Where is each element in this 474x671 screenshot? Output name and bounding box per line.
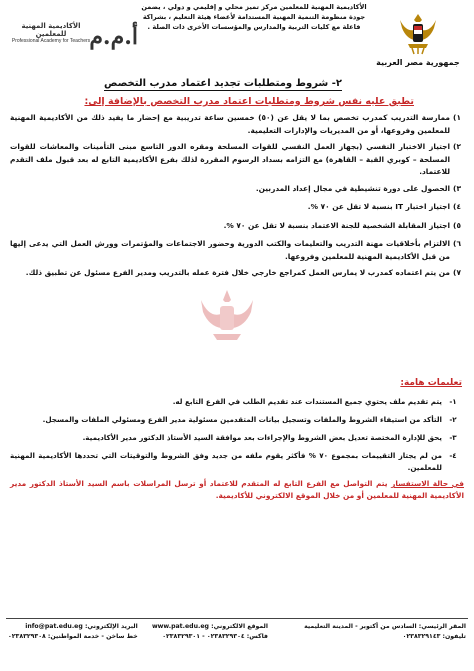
academy-intro xyxy=(138,2,370,32)
list-item: ٧) من يتم اعتماده كمدرب لا يمارس العمل كمراجع خارجي خلال فترة عمله بالتدريب ومدير الفرع مسئول عن تطبيق ذلك. xyxy=(25,268,461,277)
eagle-emblem-icon xyxy=(396,10,440,56)
section-title: ٢- شروط ومتطلبات تجديد اعتماد مدرب التخصص xyxy=(104,78,342,89)
list-item: ٢- التأكد من استيفاء الشروط والملفات وتسجيل بيانات المتقدمين مسئولية مدير الفرع ومسئولي الملفات والمسجل. xyxy=(42,415,457,424)
letterhead xyxy=(0,0,474,74)
list-item: ٦) الالتزام بأخلاقيات مهنة التدريب والتعليمات والكتب الدورية وحضور الاجتماعات والمؤتمرات وورش العمل التي يدعى إليها من قبل الأكاديمية المهنية للمعلمين وفروعها. xyxy=(10,239,461,261)
intro-line: الأكاديمية المهنية للمعلمين مركز تميز محلي و إقليمي و دولي ، يضمن xyxy=(141,3,367,11)
footer-email[interactable]: البريد الإلكتروني: info@pat.edu.eg xyxy=(25,623,138,630)
list-item: ٥) اجتياز المقابلة الشخصية للجنة الاعتماد بنسبة لا تقل عن ٧٠ %. xyxy=(223,220,461,230)
inquiry-label: في حالة الاستفسار xyxy=(391,479,464,488)
academy-logo xyxy=(6,14,138,62)
notes-heading: تعليمات هامة: xyxy=(400,378,462,388)
footer xyxy=(6,618,468,659)
requirements-heading: تطبق عليه نفس شروط ومتطلبات اعتماد مدرب التخصص بالإضافة إلى: xyxy=(84,96,414,107)
list-item: ٤) اجتياز اختبار IT بنسبة لا تقل عن ٧٠ %. xyxy=(307,202,461,211)
list-item: ٣- يحق للإدارة المختصة تعديل بعض الشروط والإجراءات بعد موافقة السيد الأستاذ الدكتور مدير الأكاديمية. xyxy=(82,433,457,442)
watermark-icon xyxy=(195,286,259,350)
footer-fax: فاكس: ٠٢٣٨٣٢٩٣٠٤ - ٠٢٣٨٣٢٩٣٠١ xyxy=(162,633,268,640)
logo-arabic-name: الأكاديمية المهنية للمعلمين xyxy=(21,22,81,38)
footer-contact xyxy=(8,622,138,642)
inquiry-text: يتم التواصل مع الفرع التابع له المتقدم للاعتماد أو ترسل المراسلات باسم السيد الأستاذ الدكتور مدير الأكاديمية المهنية للمعلمين أو من خلال الموقع الالكتروني للأكاديمية. xyxy=(10,479,464,500)
list-item: ٣) الحصول على دورة تنشيطية في مجال إعداد المدربين. xyxy=(255,183,461,193)
intro-line: فاعلة مع كليات التربية والمدارس والمؤسسات الأخرى ذات الصلة . xyxy=(147,23,361,31)
footer-website[interactable]: الموقع الالكتروني: www.pat.edu.eg xyxy=(151,623,268,630)
list-item: ١) ممارسة التدريب كمدرب تخصص بما لا يقل عن (٥٠) خمسين ساعة تدريبية مع إحضار ما يفيد ذلك من الأكاديمية المهنية للمعلمين وفروعها، أو من المديريات والإدارات التعليمية. xyxy=(10,113,461,135)
footer-hotline: خط ساخن - خدمة المواطنين: ٠٢٣٨٣٢٩٣٠٨ xyxy=(8,633,138,640)
footer-phone: تليفون: ٠٢٣٨٣٢٩١٤٣ xyxy=(402,633,466,640)
footer-address xyxy=(304,622,466,642)
logo-english-name: Professional Academy for Teachers xyxy=(11,38,91,44)
requirements-list xyxy=(10,112,464,284)
inquiry-note xyxy=(10,478,464,502)
state-emblem xyxy=(370,10,466,67)
country-name: جمهورية مصر العربية xyxy=(376,58,460,67)
academy-logo-icon: أ.م.م xyxy=(89,24,138,50)
footer-web xyxy=(152,622,268,642)
intro-line: جودة منظومة التنمية المهنية المستدامة لأعضاء هيئة التعليم ، بشراكة xyxy=(142,13,366,21)
list-item: ٤- من لم يجتاز التقييمات بمجموع ٧٠ % فأكثر يقوم ملفه من جديد وفق الشروط والتوقيتات التي تحددها الأكاديمية المهنية للمعلمين. xyxy=(10,451,457,472)
footer-hq: المقر الرئيسي: السادس من أكتوبر - المدينة التعليمية xyxy=(304,623,466,630)
list-item: ١- يتم تقديم ملف يحتوي جميع المستندات عند تقديم الطلب في الفرع التابع له. xyxy=(172,397,457,406)
notes-list xyxy=(10,396,464,480)
list-item: ٢) اجتياز الاختبار النفسي (بجهاز العمل النفسي للقوات المسلحة ومقره الدور التاسع مبنى التأمينات والمعاشات للقوات المسلحة – كوبري القبة – القاهرة) مع التزامه بسداد الرسوم المقررة لذلك بفرع الأكاديمية التابع له بعد قبول ملف التقدم للاعتماد. xyxy=(10,142,461,176)
